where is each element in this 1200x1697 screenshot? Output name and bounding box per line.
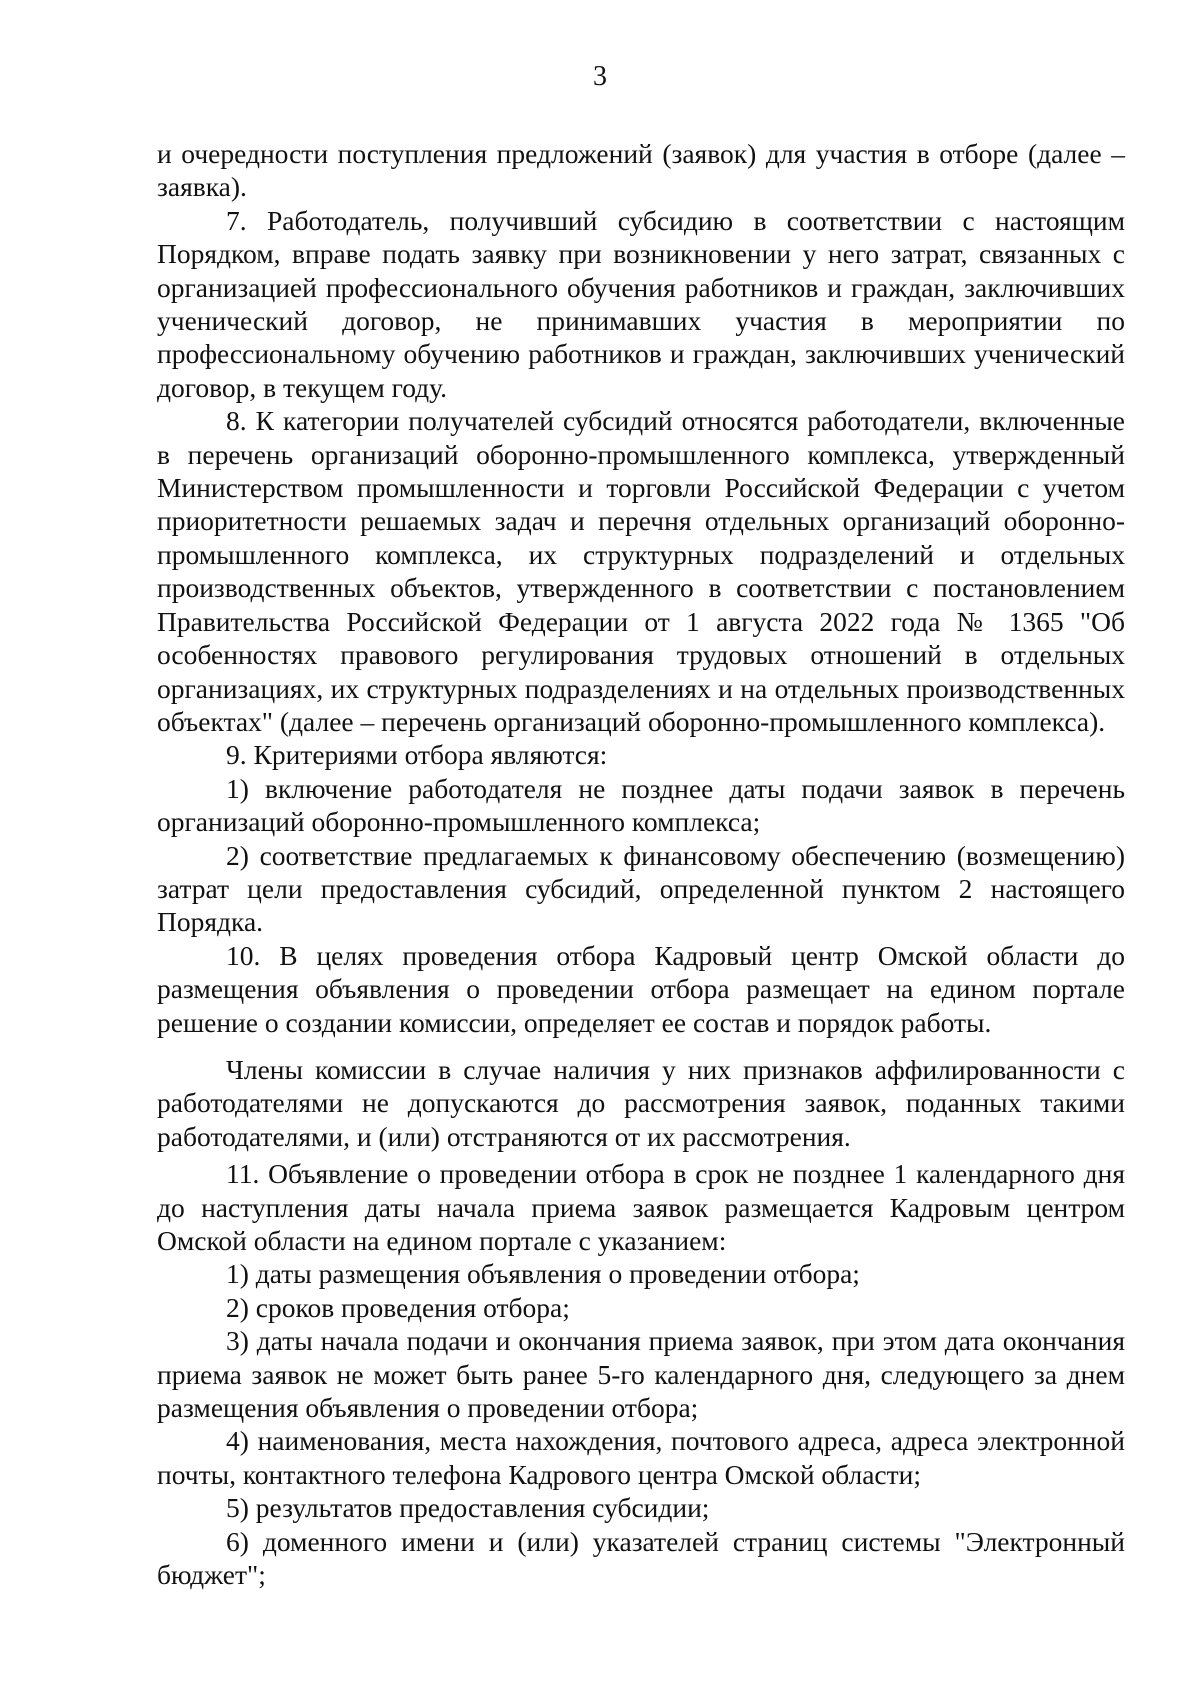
paragraph-item-11-sub-6: 6) доменного имени и (или) указателей страниц системы "Электронный бюджет"; (157, 1525, 1125, 1591)
paragraph-item-11: 11. Объявление о проведении отбора в срок не позднее 1 календарного дня до наступления даты начала приема заявок размещается Кадровым центром Омской области на едином портале с указанием: (157, 1158, 1125, 1256)
paragraph-item-9-sub-2: 2) соответствие предлагаемых к финансовому обеспечению (возмещению) затрат цели предоставления субсидий, определенной пунктом 2 настоящего Порядка. (157, 839, 1125, 938)
paragraph-item-11-sub-1: 1) даты размещения объявления о проведении отбора; (226, 1258, 860, 1290)
paragraph-item-11-sub-2: 2) сроков проведения отбора; (226, 1291, 570, 1323)
paragraph-item-11-sub-5: 5) результатов предоставления субсидии; (226, 1492, 710, 1524)
paragraph-item-9: 9. Критериями отбора являются: (226, 739, 608, 771)
paragraph-item-7: 7. Работодатель, получивший субсидию в соответствии с настоящим Порядком, вправе подать заявку при возникновении у него затрат, связанных с организацией профессионального обучения работников и граждан, заключивших ученический договор, не принимавших участия в мероприятии по профессиональному обучению работников и граждан, заключивших ученический договор, в текущем году. (157, 204, 1125, 403)
paragraph-continuation: и очередности поступления предложений (заявок) для участия в отборе (далее – заявка). (157, 138, 1125, 203)
page-number: 3 (593, 61, 607, 92)
paragraph-item-8: 8. К категории получателей субсидий относятся работодатели, включенные в перечень организаций оборонно-промышленного комплекса, утвержденный Министерством промышленности и торговли Российской Федерации с учетом приоритетности решаемых задач и перечня отдельных организаций оборонно-промышленного комплекса, их структурных подразделений и отдельных производственных объектов, утвержденного в соответствии с постановлением Правительства Российской Федерации от 1 августа 2022 года № 1365 "Об особенностях правового регулирования трудовых отношений в отдельных организациях, их структурных подразделениях и на отдельных производственных объектах" (далее – перечень организаций оборонно-промышленного комплекса). (157, 405, 1125, 737)
paragraph-item-11-sub-3: 3) даты начала подачи и окончания приема заявок, при этом дата окончания приема заявок не может быть ранее 5-го календарного дня, следующего за днем размещения объявления о проведении отбора; (157, 1325, 1125, 1424)
paragraph-item-9-sub-1: 1) включение работодателя не позднее даты подачи заявок в перечень организаций оборонно-промышленного комплекса; (157, 772, 1125, 838)
paragraph-commission-members: Члены комиссии в случае наличия у них признаков аффилированности с работодателями не допускаются до рассмотрения заявок, поданных такими работодателями, и (или) отстраняются от их рассмотрения. (157, 1053, 1125, 1152)
paragraph-item-11-sub-4: 4) наименования, места нахождения, почтового адреса, адреса электронной почты, контактного телефона Кадрового центра Омской области; (157, 1425, 1125, 1490)
paragraph-item-10: 10. В целях проведения отбора Кадровый центр Омской области до размещения объявления о проведении отбора размещает на едином портале решение о создании комиссии, определяет ее состав и порядок работы. (157, 939, 1125, 1038)
document-body (157, 137, 1125, 1591)
